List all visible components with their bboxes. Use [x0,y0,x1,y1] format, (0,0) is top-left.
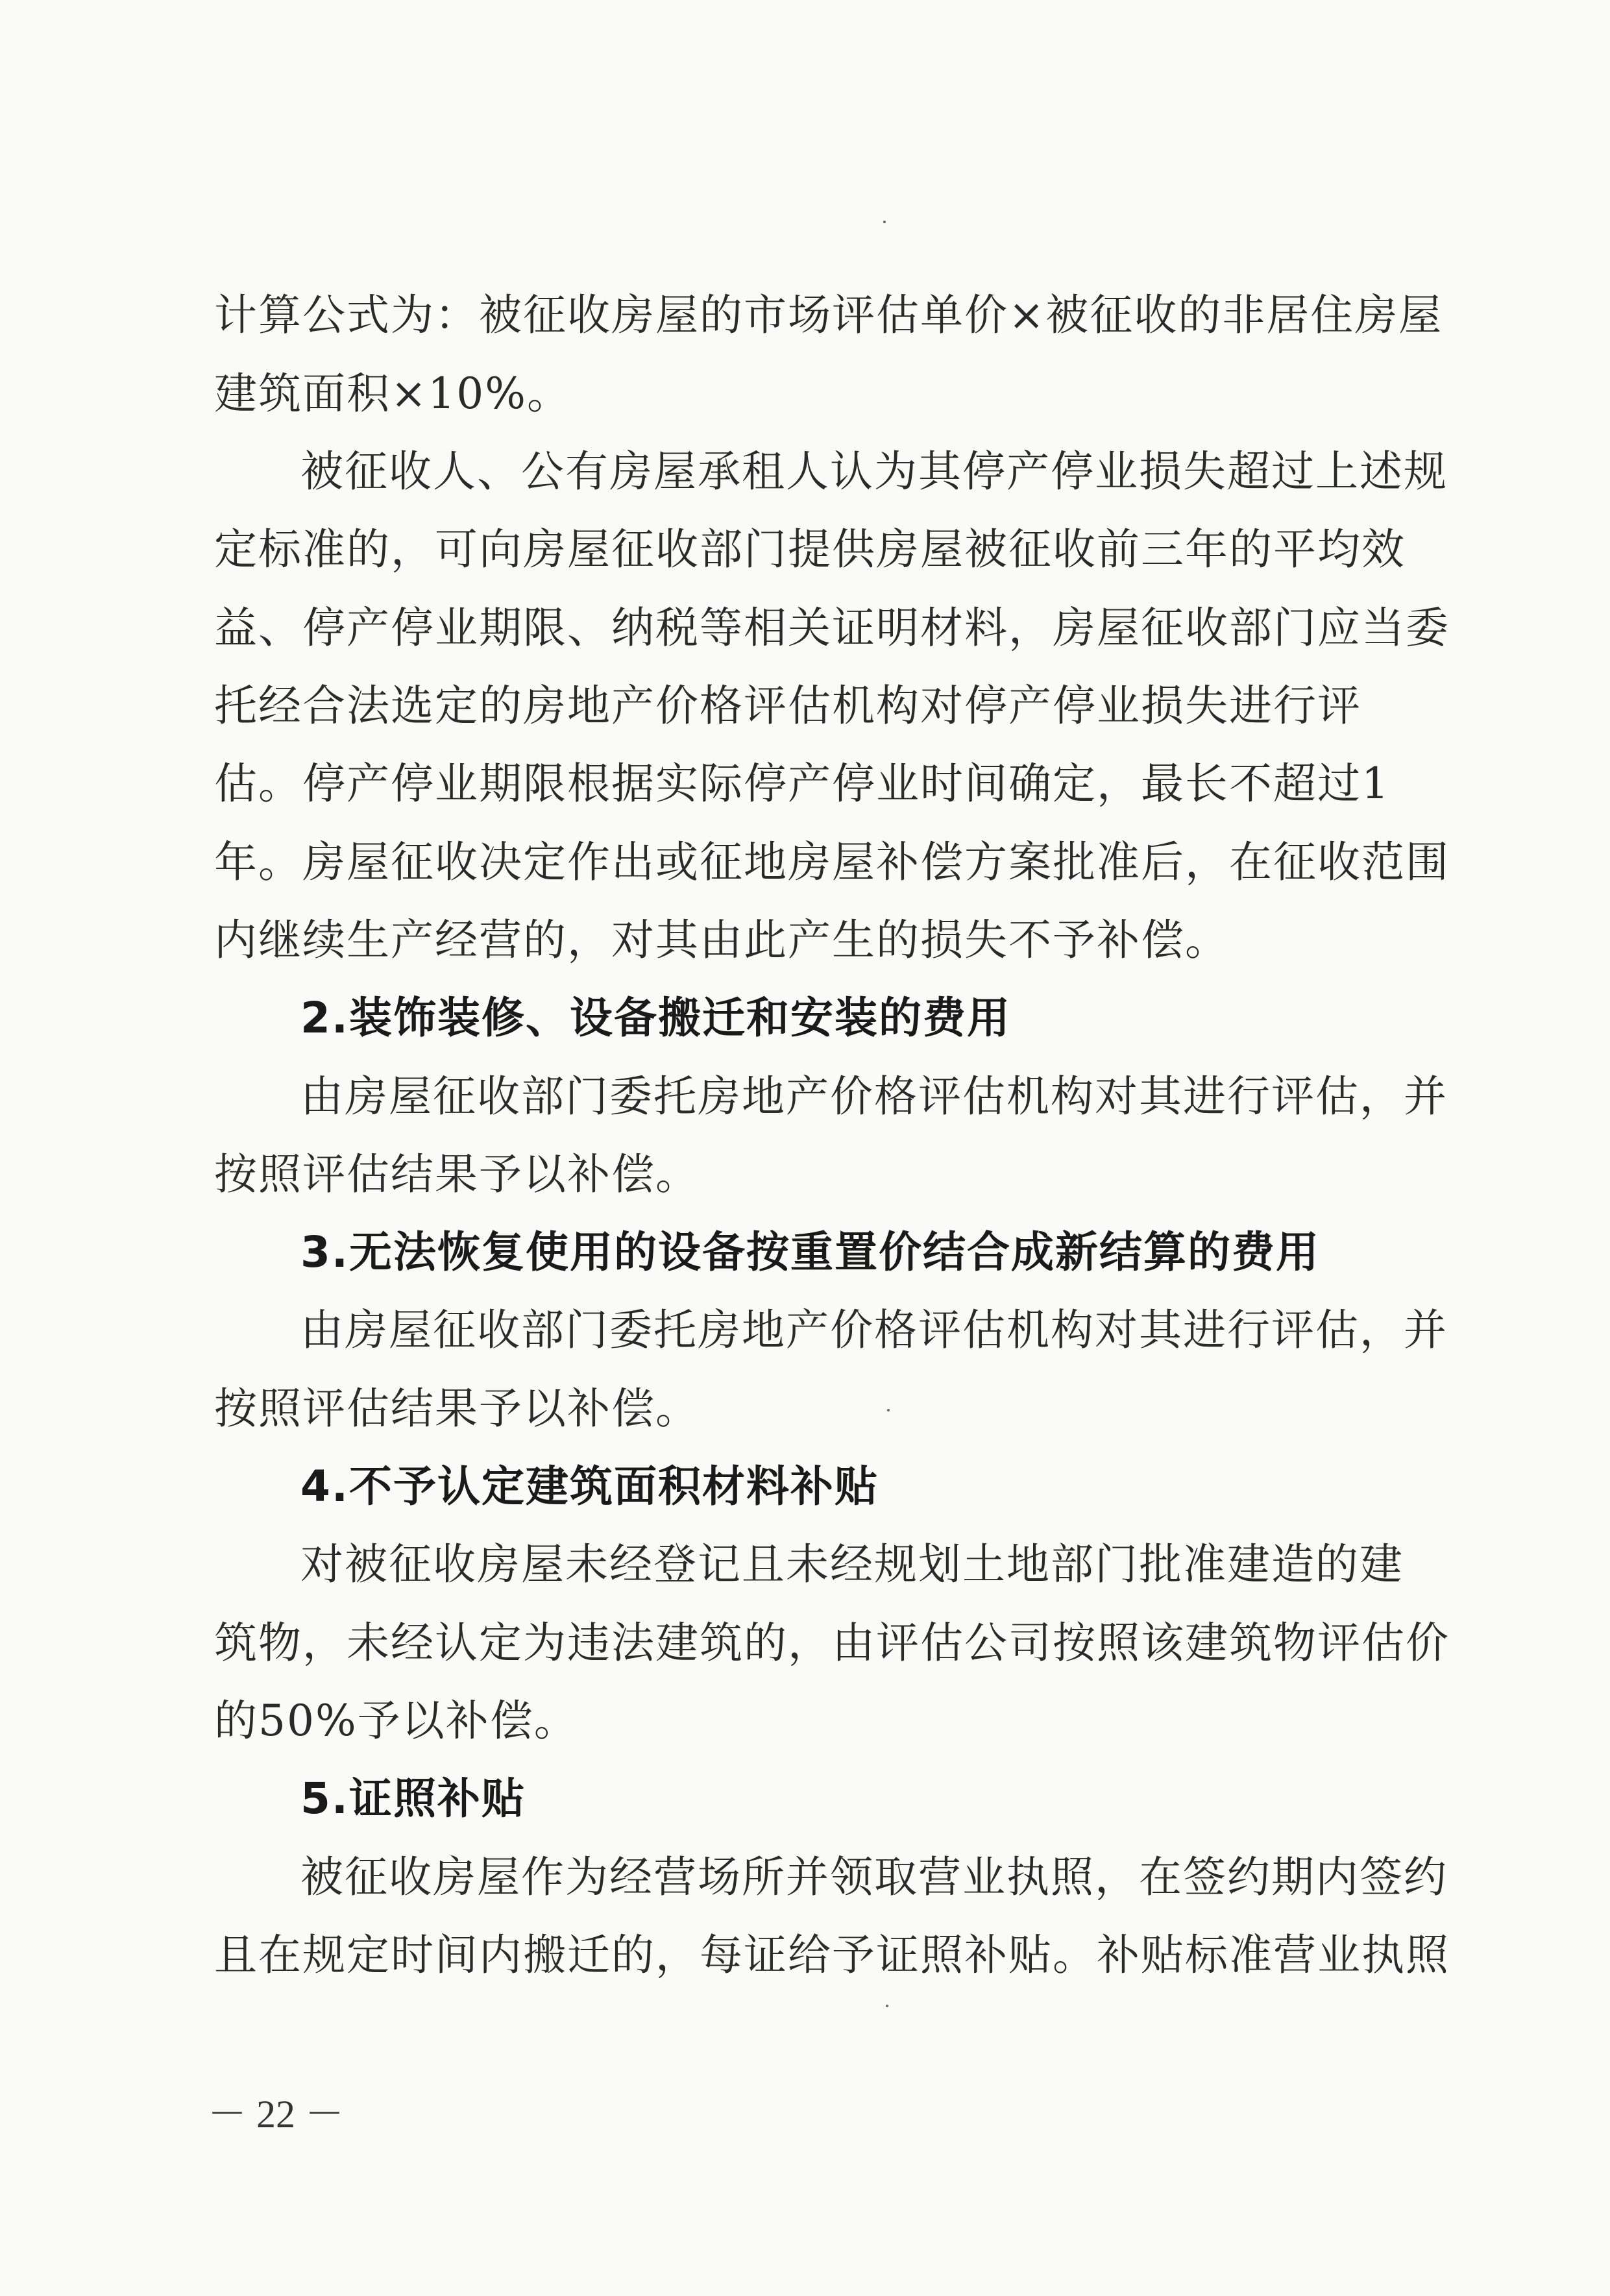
paragraph-line: 按照评估结果予以补偿。 [214,1149,700,1199]
paragraph-line: 的50%予以补偿。 [214,1696,578,1746]
paragraph-line: 对被征收房屋未经登记且未经规划土地部门批准建造的建 [300,1539,1404,1589]
paragraph-line: 由房屋征收部门委托房地产价格评估机构对其进行评估，并 [300,1071,1448,1121]
paragraph-line: 筑物，未经认定为违法建筑的，由评估公司按照该建筑物评估价 [214,1618,1450,1668]
paragraph-line: 内继续生产经营的，对其由此产生的损失不予补偿。 [214,915,1229,965]
paragraph-line: 定标准的，可向房屋征收部门提供房屋被征收前三年的平均效 [214,524,1406,574]
paragraph-line: 被征收房屋作为经营场所并领取营业执照，在签约期内签约 [300,1852,1448,1902]
scan-speck [883,221,886,223]
paragraph-line: 年。房屋征收决定作出或征地房屋补偿方案批准后，在征收范围 [214,837,1450,887]
paragraph-line: 被征收人、公有房屋承租人认为其停产停业损失超过上述规 [300,446,1448,496]
paragraph-line: 估。停产停业期限根据实际停产停业时间确定，最长不超过1 [214,759,1390,809]
paragraph-line: 计算公式为：被征收房屋的市场评估单价×被征收的非居住房屋 [214,290,1443,340]
paragraph-line: 托经合法选定的房地产价格评估机构对停产停业损失进行评 [214,681,1361,731]
section-heading: 4.不予认定建筑面积材料补贴 [300,1461,879,1511]
paragraph-line: 建筑面积×10%。 [214,369,571,419]
section-heading: 3.无法恢复使用的设备按重置价结合成新结算的费用 [300,1227,1320,1277]
section-heading: 2.装饰装修、设备搬迁和安装的费用 [300,993,1011,1043]
scan-speck [886,2005,888,2007]
scan-speck [887,1409,890,1411]
page-number: － 22 － [208,2093,344,2136]
section-heading: 5.证照补贴 [300,1774,526,1824]
paragraph-line: 按照评估结果予以补偿。 [214,1384,700,1434]
paragraph-line: 且在规定时间内搬迁的，每证给予证照补贴。补贴标准营业执照 [214,1930,1450,1980]
paragraph-line: 由房屋征收部门委托房地产价格评估机构对其进行评估，并 [300,1305,1448,1355]
paragraph-line: 益、停产停业期限、纳税等相关证明材料，房屋征收部门应当委 [214,603,1450,653]
